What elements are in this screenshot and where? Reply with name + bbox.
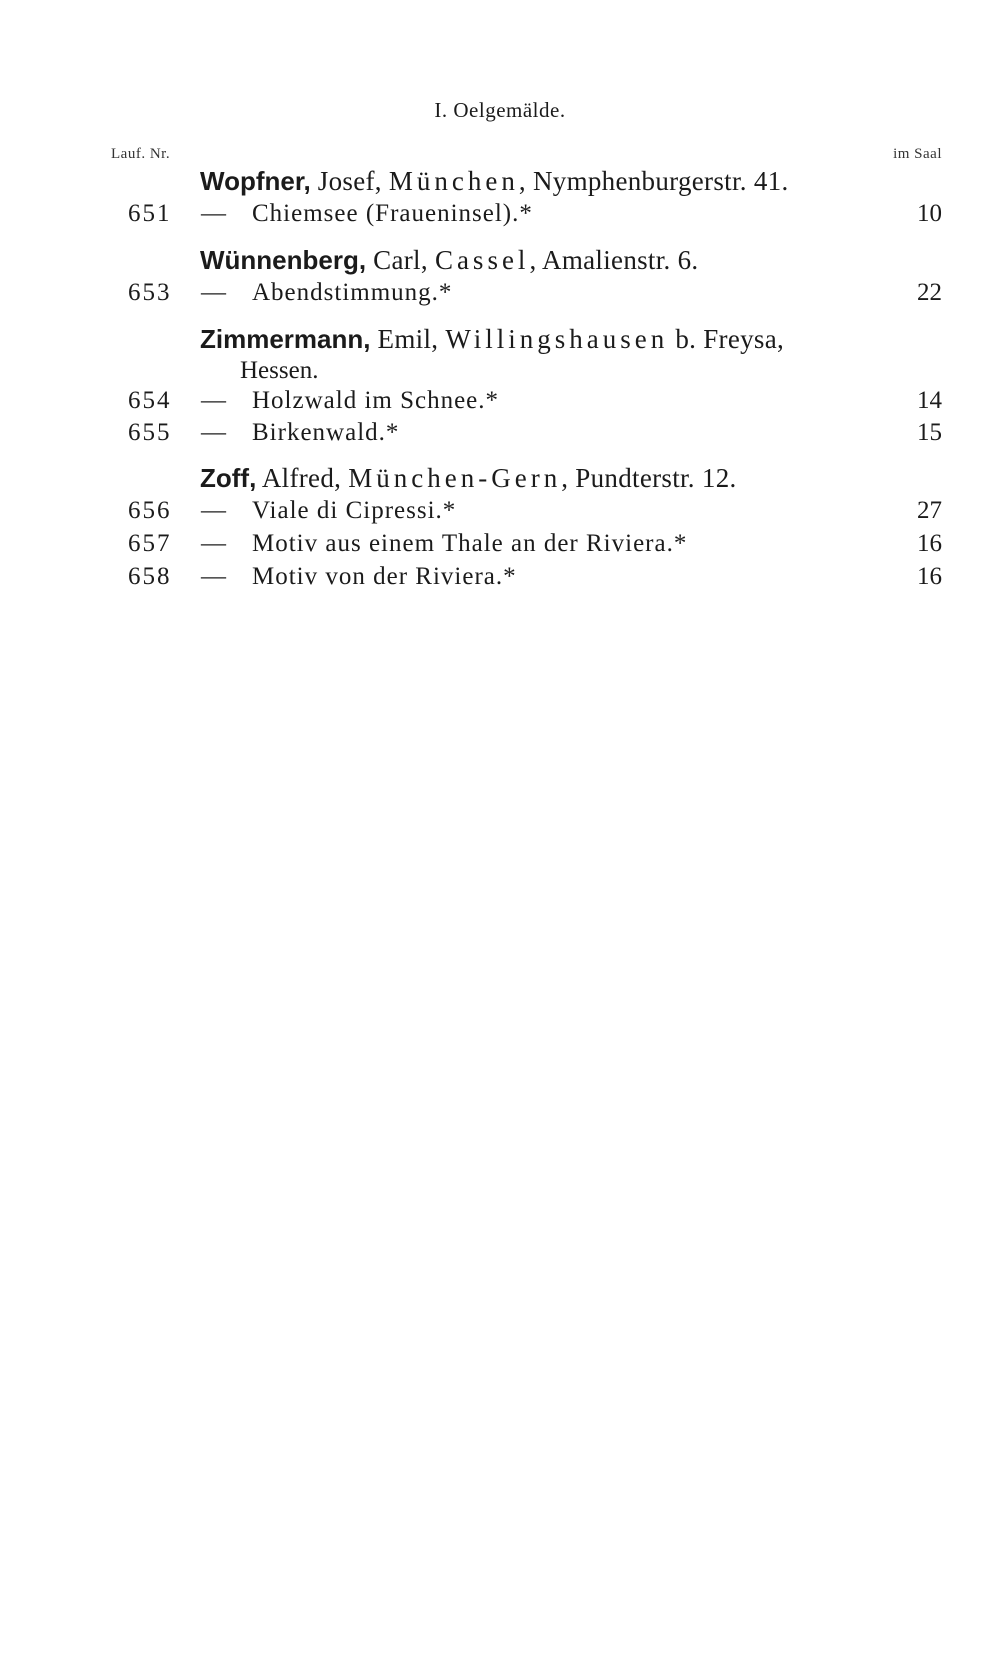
entry-room: 16 (917, 563, 942, 590)
artist-name: Zimmermann, (200, 324, 371, 354)
artist-name: Wünnenberg, (200, 245, 367, 275)
entry-number: 654 (128, 387, 172, 414)
entry-room: 16 (917, 530, 942, 557)
entry-title: Abendstimmung.* (252, 279, 453, 306)
entry-dash: — (201, 563, 226, 590)
artist-first-name: Alfred, (256, 463, 349, 493)
column-header-room: im Saal (893, 146, 942, 162)
entry-number: 658 (128, 563, 172, 590)
artist-name: Zoff, (200, 463, 257, 493)
entry-dash: — (201, 279, 226, 306)
entry-number: 651 (128, 200, 172, 227)
artist-heading (200, 463, 737, 494)
artist-city: München-Gern (348, 463, 562, 493)
entry-room: 27 (917, 497, 942, 524)
entry-dash: — (201, 497, 226, 524)
entry-number: 657 (128, 530, 172, 557)
artist-city: München (388, 166, 519, 196)
entry-title: Viale di Cipressi.* (252, 497, 457, 524)
entry-dash: — (201, 200, 226, 227)
artist-address: b. Freysa, (668, 324, 785, 354)
entry-room: 15 (917, 419, 942, 446)
artist-address: , Amalienstr. 6. (529, 245, 699, 275)
artist-address: , Pundterstr. 12. (561, 463, 737, 493)
artist-city: Willingshausen (445, 324, 669, 354)
artist-city: Cassel (434, 245, 530, 275)
entry-number: 656 (128, 497, 172, 524)
entry-title: Holzwald im Schnee.* (252, 387, 500, 414)
catalog-entry (0, 279, 1000, 311)
artist-first-name: Emil, (370, 324, 446, 354)
catalog-entry (0, 497, 1000, 529)
entry-title: Birkenwald.* (252, 419, 400, 446)
catalog-entry (0, 530, 1000, 562)
entry-room: 22 (917, 279, 942, 306)
artist-first-name: Carl, (366, 245, 435, 275)
section-title: I. Oelgemälde. (434, 98, 566, 122)
catalog-entry (0, 563, 1000, 595)
column-header-number: Lauf. Nr. (111, 146, 171, 162)
entry-title: Motiv von der Riviera.* (252, 563, 517, 590)
artist-heading (200, 245, 698, 276)
entry-room: 14 (917, 387, 942, 414)
catalog-entry (0, 419, 1000, 451)
entry-dash: — (201, 530, 226, 557)
entry-room: 10 (917, 200, 942, 227)
entry-number: 655 (128, 419, 172, 446)
artist-heading (200, 324, 784, 355)
artist-first-name: Josef, (310, 166, 389, 196)
entry-title: Chiemsee (Fraueninsel).* (252, 200, 533, 227)
artist-address: , Nymphenburgerstr. 41. (518, 166, 789, 196)
entry-dash: — (201, 387, 226, 414)
catalog-entry (0, 387, 1000, 419)
artist-address-continued: Hessen. (240, 357, 319, 384)
entry-number: 653 (128, 279, 172, 306)
artist-name: Wopfner, (200, 166, 311, 196)
entry-dash: — (201, 419, 226, 446)
artist-heading (200, 166, 789, 197)
entry-title: Motiv aus einem Thale an der Riviera.* (252, 530, 688, 557)
catalog-entry (0, 200, 1000, 232)
